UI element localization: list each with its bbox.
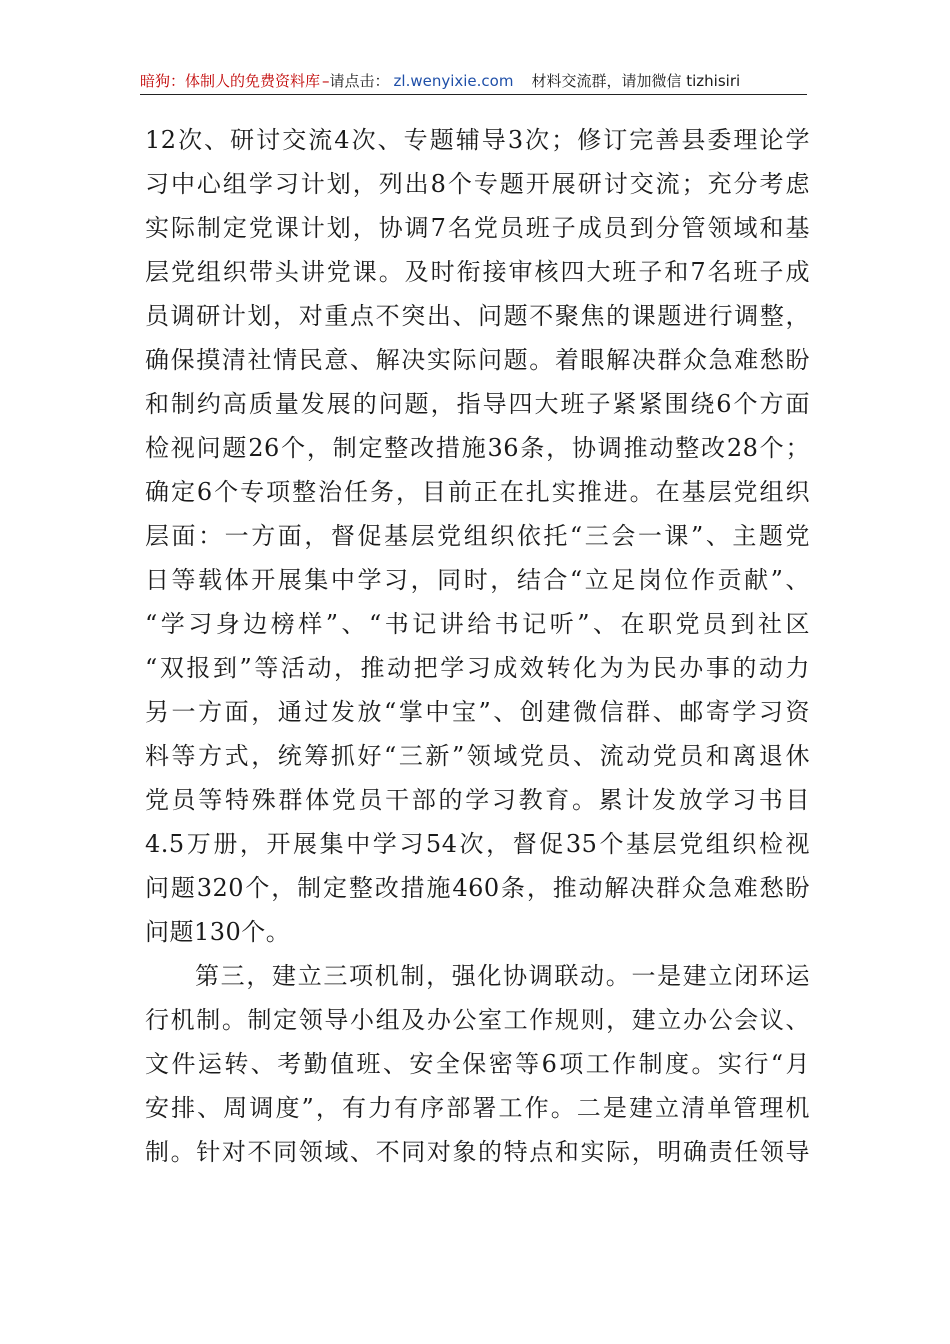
text-line: “双报到”等活动，推动把学习成效转化为为民办事的动力 [145,654,810,682]
header-brand[interactable]: 暗狗：体制人的免费资料库 [140,72,321,90]
text-line: 行机制。制定领导小组及办公室工作规则，建立办公会议、 [145,1006,810,1034]
text-line: 实际制定党课计划，协调7名党员班子成员到分管领域和基 [145,214,810,242]
text-line: 问题320个，制定整改措施460条，推动解决群众急难愁盼 [145,874,810,902]
text-line: 另一方面，通过发放“掌中宝”、创建微信群、邮寄学习资 [145,698,810,726]
text-line: 安排、周调度”，有力有序部署工作。二是建立清单管理机 [145,1094,810,1122]
text-line: 习中心组学习计划，列出8个专题开展研讨交流；充分考虑 [145,170,810,198]
header-link[interactable]: zl.wenyixie.com [393,72,514,90]
text-line: 制。针对不同领域、不同对象的特点和实际，明确责任领导 [145,1138,810,1166]
text-line: 文件运转、考勤值班、安全保密等6项工作制度。实行“月 [145,1050,810,1078]
text-line: 确定6个专项整治任务，目前正在扎实推进。在基层党组织 [145,478,810,506]
text-line: 层党组织带头讲党课。及时衔接审核四大班子和7名班子成 [145,258,810,286]
document-body [145,118,810,1174]
text-line: 党员等特殊群体党员干部的学习教育。累计发放学习书目 [145,786,810,814]
text-line: 4.5万册，开展集中学习54次，督促35个基层党组织检视 [145,830,810,858]
text-line: 层面：一方面，督促基层党组织依托“三会一课”、主题党 [145,522,810,550]
text-line: 员调研计划，对重点不突出、问题不聚焦的课题进行调整， [145,302,810,330]
paragraph-1 [145,118,810,954]
text-line: “学习身边榜样”、“书记讲给书记听”、在职党员到社区 [145,610,810,638]
text-line: 和制约高质量发展的问题，指导四大班子紧紧围绕6个方面 [145,390,810,418]
text-line: 料等方式，统筹抓好“三新”领域党员、流动党员和离退休 [145,742,810,770]
text-line: 12次、研讨交流4次、专题辅导3次；修订完善县委理论学 [145,126,810,154]
text-line: 检视问题26个，制定整改措施36条，协调推动整改28个； [145,434,810,462]
text-line: 问题130个。 [145,918,291,946]
text-line: 确保摸清社情民意、解决实际问题。着眼解决群众急难愁盼 [145,346,810,374]
header-prompt: 请点击： [329,72,390,90]
text-line: 日等载体开展集中学习，同时，结合“立足岗位作贡献”、 [145,566,810,594]
page-header [140,68,807,95]
text-line: 第三，建立三项机制，强化协调联动。一是建立闭环运 [195,962,810,990]
paragraph-2 [145,954,810,1174]
header-dash: – [322,72,330,90]
header-contact: 材料交流群，请加微信 tizhisiri [531,72,741,90]
